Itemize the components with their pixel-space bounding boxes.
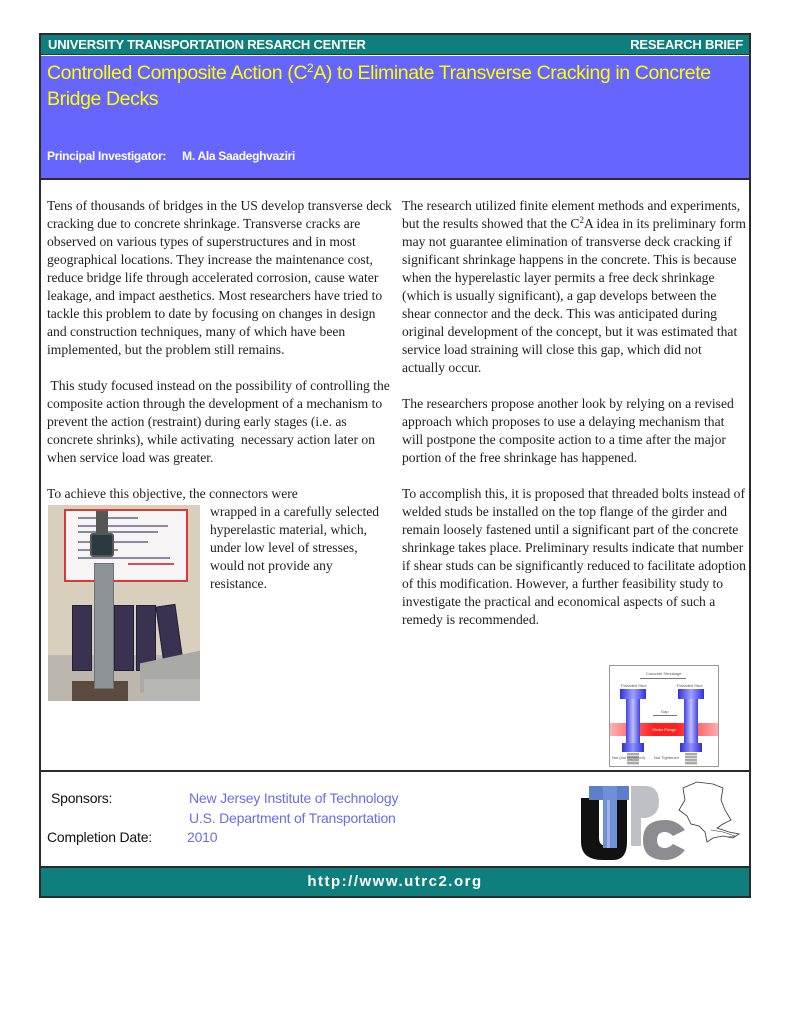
stud-head-left [620,689,646,699]
footer-info [41,772,749,865]
diagram-label-gap: Gap [661,709,669,714]
sponsors-label: Sponsors: [51,790,113,806]
stud-shank-right [684,699,698,747]
results-superscript: 2 [579,215,584,225]
shrinkage-arrow-icon [640,678,686,679]
completion-date-label: Completion Date: [47,829,152,845]
website-url[interactable]: http://www.utrc2.org [41,866,749,896]
paragraph-proposal: The researchers propose another look by relying on a revised approach which proposes to use a delaying mechanism that will postpone the composite action to a time after the major portion of the free shrinkage has happened. [402,396,734,465]
principal-investigator [47,149,295,163]
stud-head-right [678,689,704,699]
diagram-label-stud-right: Threaded Stud [676,683,703,688]
org-name: UNIVERSITY TRANSPORTATION RESARCH CENTER [48,37,366,52]
paragraph-study-focus: This study focused instead on the possibility of controlling the composite action through the development of a mechanism to prevent the action (restraint) during early stages (i.e. as concrete shrinks), while activating necessary action later on when service load was greater. [47,378,394,465]
paragraph-threaded-bolts: To accomplish this, it is proposed that threaded bolts instead of welded studs be installed on the top flange of the girder and remain loosely fastened until a significant part of the concrete shrinkage takes place. Preliminary results indicate that number if shear studs can be significantly reduced to facilitate adoption of this modification. However, a further feasibility study to investigate the practical and economical aspects of such a remedy is recommended. [402,486,746,627]
title-superscript: 2 [307,61,314,75]
paragraph-intro: Tens of thousands of bridges in the US develop transverse deck cracking due to concrete shrinkage. Transverse cracks are observed on various types of superstructures and in most geographical locations. They increase the maintenance cost, reduce bridge life through accelerated corrosion, cause water leakage, and impact aesthetics. Most researchers have tried to tackle this problem to date by focusing on changes in design and construction techniques, many of which have been implemented, but the problem still remains. [47,198,392,357]
sponsor-njit: New Jersey Institute of Technology [189,790,399,806]
header-bar [41,35,749,55]
specimen-photo [48,505,200,701]
diagram-label-nut-left: Nut (not tightened) [612,755,646,760]
title-text-part1: Controlled Composite Action (C [47,62,308,84]
diagram-label-shrinkage: Concrete Shrinkage [646,671,682,676]
nut-right [680,743,702,752]
results-text-part1: The research utilized finite element methods and experiments, but the results showed that the C [402,198,741,231]
sponsor-usdot: U.S. Department of Transportation [189,810,396,826]
paragraph-objective [47,485,393,593]
paragraph-research-results [402,197,747,377]
document-type: RESEARCH BRIEF [630,37,743,52]
results-text-part2: A idea in its preliminary form may not guarantee elimination of transverse deck cracking if significant shrinkage happens in the concrete. This is because when the hyperelastic layer permits a free deck shrinkage (which is usually significant), a gap develops between the shear connector and the deck. This was anticipated during original development of the concept, but it was estimated that service load straining will close this gap, which did not actually occur. [402,216,746,375]
page-title [47,60,747,112]
left-column [47,197,393,705]
right-column [402,197,747,647]
diagram-label-nut-right: Nut Tightened [654,755,679,760]
diagram-label-flange: Girder Flange [652,727,677,732]
objective-lead-text: To achieve this objective, the connectors were [47,486,298,501]
diagram-label-stud-left: Threaded Stud [620,683,647,688]
title-block [41,56,749,180]
objective-rest-text: wrapped in a carefully selected hyperelastic material, which, under low level of stresses, would not provide any resistance. [210,504,380,591]
pi-label: Principal Investigator: [47,149,167,163]
stud-shank-left [626,699,640,747]
threaded-stud-diagram [609,665,719,767]
pi-name: M. Ala Saadeghvaziri [182,149,296,163]
nut-left [622,743,644,752]
title-text-part2: A) to Eliminate Transverse Cracking in Concrete Bridge Decks [47,62,711,110]
completion-date-value: 2010 [187,829,218,845]
gap-arrow-icon [653,715,677,716]
research-brief-page [39,33,751,898]
thread-right [685,753,697,765]
utrc-logo [573,780,743,860]
